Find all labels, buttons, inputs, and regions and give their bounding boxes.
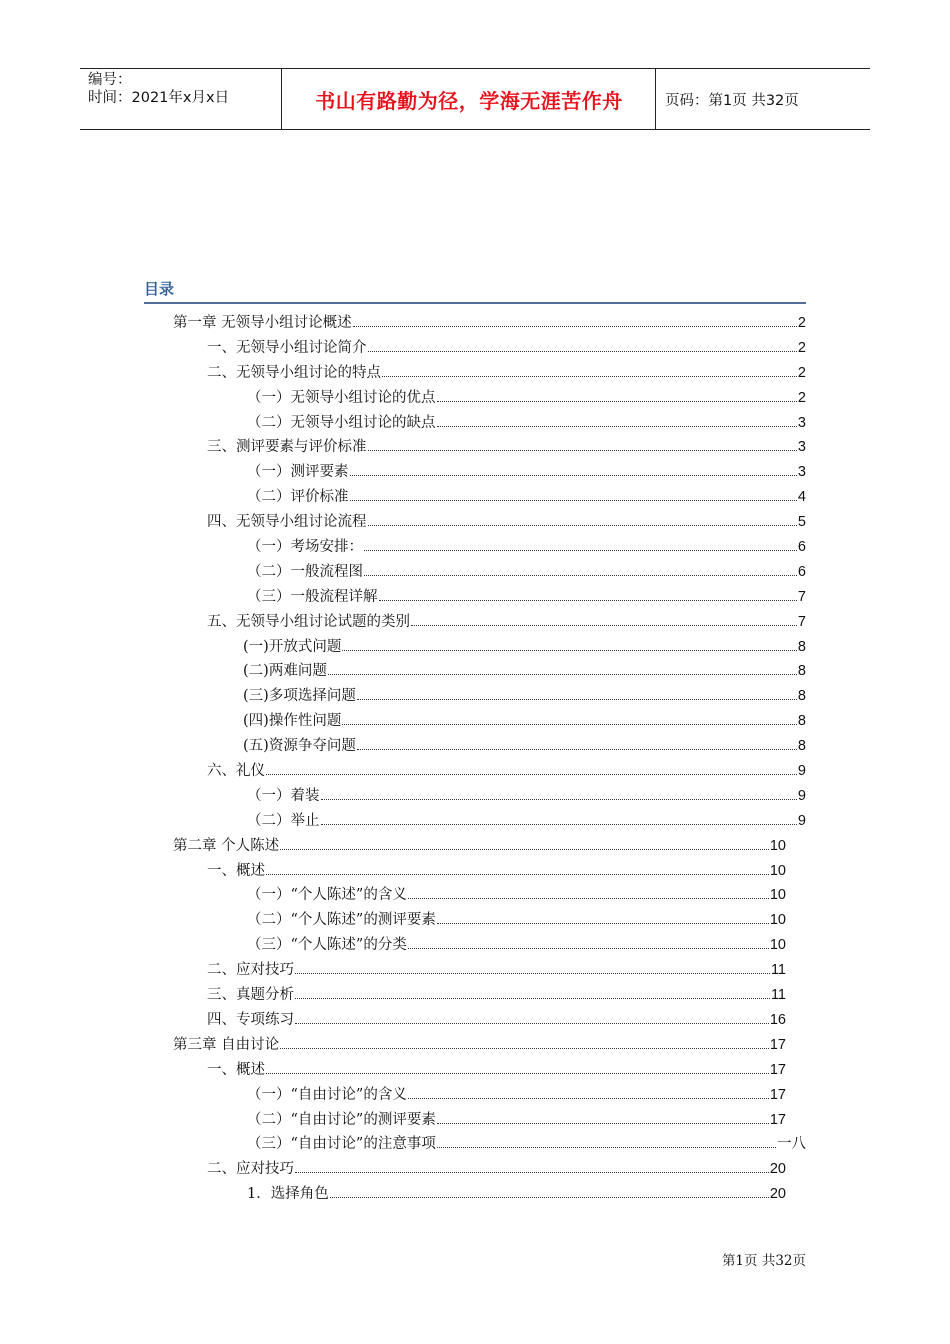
toc-entry-page: 3 (797, 439, 806, 456)
toc-entry-text: 一、概述 (207, 862, 265, 879)
toc-entry[interactable] (0, 485, 950, 510)
toc-entry-text: （三）一般流程详解 (247, 588, 378, 605)
toc-dot-leader (280, 1048, 769, 1049)
toc-entry[interactable] (0, 386, 950, 411)
toc-dot-leader (342, 724, 797, 725)
toc-entry-text: 第二章 个人陈述 (173, 837, 280, 854)
toc-entry-text: （二）评价标准 (247, 489, 349, 506)
page-footer: 第1页 共32页 (721, 1253, 806, 1269)
toc-entry-text: (四)操作性问题 (243, 713, 342, 730)
toc-entry-text: （一）“自由讨论”的含义 (247, 1086, 407, 1103)
toc-entry[interactable] (0, 784, 950, 809)
toc-entry-text: 四、专项练习 (207, 1011, 294, 1028)
toc-dot-leader (295, 998, 770, 999)
toc-entry-text: （一）测评要素 (247, 464, 349, 481)
toc-list (0, 311, 950, 1207)
toc-entry[interactable] (0, 635, 950, 660)
toc-dot-leader (437, 1123, 769, 1124)
toc-entry-page: 8 (797, 738, 806, 755)
toc-entry-page: 5 (797, 514, 806, 531)
page-header (80, 68, 870, 130)
toc-entry[interactable] (0, 1108, 950, 1133)
header-divider (655, 69, 656, 129)
toc-entry[interactable] (0, 411, 950, 436)
toc-dot-leader (295, 973, 770, 974)
toc-entry[interactable] (0, 759, 950, 784)
toc-entry[interactable] (0, 809, 950, 834)
toc-entry-page: 6 (797, 563, 806, 580)
toc-entry-text: 一、无领导小组讨论简介 (207, 339, 367, 356)
toc-entry-page: 11 (770, 962, 786, 979)
toc-entry-text: (二)两难问题 (243, 663, 327, 680)
toc-entry-page: 17 (769, 1086, 786, 1103)
toc-entry-text: （一）无领导小组讨论的优点 (247, 389, 436, 406)
toc-entry[interactable] (0, 883, 950, 908)
toc-entry[interactable] (0, 859, 950, 884)
toc-entry[interactable] (0, 1083, 950, 1108)
toc-entry-page: 8 (797, 688, 806, 705)
toc-entry-text: (五)资源争夺问题 (243, 738, 356, 755)
toc-entry[interactable] (0, 435, 950, 460)
toc-entry-page: 8 (797, 713, 806, 730)
toc-dot-leader (437, 401, 797, 402)
toc-dot-leader (321, 799, 797, 800)
toc-entry-page: 6 (797, 539, 806, 556)
toc-title: 目录 (144, 280, 175, 298)
toc-entry[interactable] (0, 535, 950, 560)
toc-dot-leader (350, 500, 797, 501)
toc-entry[interactable] (0, 983, 950, 1008)
toc-entry-text: 四、无领导小组讨论流程 (207, 514, 367, 531)
toc-entry[interactable] (0, 1008, 950, 1033)
toc-entry-page: 4 (797, 489, 806, 506)
toc-entry-text: 二、应对技巧 (207, 962, 294, 979)
toc-entry-text: （二）无领导小组讨论的缺点 (247, 414, 436, 431)
toc-entry[interactable] (0, 585, 950, 610)
toc-entry-page: 9 (797, 787, 806, 804)
toc-entry-text: （二）举止 (247, 812, 320, 829)
toc-dot-leader (437, 1147, 776, 1148)
toc-entry-page: 17 (769, 1061, 786, 1078)
toc-entry-page: 7 (797, 613, 806, 630)
toc-entry-page: 10 (769, 887, 786, 904)
toc-dot-leader (437, 923, 769, 924)
toc-entry-page: 10 (769, 937, 786, 954)
toc-dot-leader (368, 525, 797, 526)
toc-entry-text: 1．选择角色 (247, 1186, 329, 1203)
toc-entry-page: 10 (769, 837, 786, 854)
toc-entry-text: 一、概述 (207, 1061, 265, 1078)
toc-entry[interactable] (0, 610, 950, 635)
toc-entry[interactable] (0, 1182, 950, 1207)
toc-dot-leader (328, 674, 797, 675)
toc-entry-page: 2 (797, 364, 806, 381)
toc-entry-text: （三）“个人陈述”的分类 (247, 937, 407, 954)
toc-entry[interactable] (0, 908, 950, 933)
toc-entry-page: 20 (769, 1186, 786, 1203)
toc-entry-text: 二、无领导小组讨论的特点 (207, 364, 381, 381)
toc-dot-leader (364, 575, 797, 576)
toc-dot-leader (295, 1023, 769, 1024)
toc-entry-text: 第三章 自由讨论 (173, 1036, 280, 1053)
toc-entry-text: （二）一般流程图 (247, 563, 363, 580)
toc-entry[interactable] (0, 1132, 950, 1157)
toc-dot-leader (408, 948, 769, 949)
toc-entry-text: 三、测评要素与评价标准 (207, 439, 367, 456)
toc-entry[interactable] (0, 1157, 950, 1182)
toc-entry[interactable] (0, 311, 950, 336)
toc-entry-text: （一）“个人陈述”的含义 (247, 887, 407, 904)
toc-dot-leader (382, 376, 797, 377)
toc-entry[interactable] (0, 460, 950, 485)
toc-dot-leader (330, 1197, 769, 1198)
toc-dot-leader (437, 426, 797, 427)
toc-title-rule (144, 302, 806, 304)
toc-entry[interactable] (0, 709, 950, 734)
toc-entry-page: 10 (769, 912, 786, 929)
toc-dot-leader (368, 351, 797, 352)
toc-entry-page: 9 (797, 763, 806, 780)
toc-entry[interactable] (0, 684, 950, 709)
toc-dot-leader (350, 475, 797, 476)
toc-entry-page: 2 (797, 315, 806, 331)
toc-dot-leader (379, 600, 797, 601)
toc-entry[interactable] (0, 336, 950, 361)
toc-dot-leader (280, 849, 769, 850)
toc-entry[interactable] (0, 1033, 950, 1058)
toc-dot-leader (357, 749, 797, 750)
toc-entry-page: 3 (797, 414, 806, 431)
toc-entry[interactable] (0, 659, 950, 684)
toc-entry-text: (三)多项选择问题 (243, 688, 356, 705)
toc-entry-page: 7 (797, 588, 806, 605)
toc-entry-page: 17 (769, 1036, 786, 1053)
toc-dot-leader (411, 625, 797, 626)
toc-entry[interactable] (0, 1058, 950, 1083)
toc-entry-page: 17 (769, 1111, 786, 1128)
toc-entry[interactable] (0, 933, 950, 958)
header-page-info: 页码：第1页 共32页 (665, 92, 799, 109)
toc-entry[interactable] (0, 510, 950, 535)
date-label: 时间：2021年x月x日 (88, 90, 230, 106)
toc-dot-leader (408, 1098, 769, 1099)
toc-entry-page: 9 (797, 812, 806, 829)
toc-entry-page: 一八 (777, 1136, 806, 1153)
toc-entry-page: 16 (769, 1011, 786, 1028)
toc-dot-leader (368, 450, 797, 451)
toc-entry-page: 3 (797, 464, 806, 481)
toc-entry-text: （二）“自由讨论”的测评要素 (247, 1111, 436, 1128)
toc-dot-leader (266, 1073, 769, 1074)
toc-entry-text: 三、真题分析 (207, 987, 294, 1004)
serial-label: 编号： (88, 72, 132, 88)
toc-dot-leader (266, 774, 797, 775)
toc-entry-page: 20 (769, 1161, 786, 1178)
toc-entry[interactable] (0, 834, 950, 859)
toc-entry-text: （二）“个人陈述”的测评要素 (247, 912, 436, 929)
toc-entry-page: 2 (797, 339, 806, 356)
toc-entry-text: 二、应对技巧 (207, 1161, 294, 1178)
toc-entry-text: （一）着装 (247, 787, 320, 804)
toc-entry-text: (一)开放式问题 (243, 638, 342, 655)
toc-entry[interactable] (0, 361, 950, 386)
toc-dot-leader (364, 550, 797, 551)
toc-dot-leader (408, 898, 769, 899)
toc-entry-text: （三）“自由讨论”的注意事项 (247, 1136, 436, 1153)
toc-entry-text: 第一章 无领导小组讨论概述 (173, 315, 352, 331)
toc-entry-text: 五、无领导小组讨论试题的类别 (207, 613, 410, 630)
toc-entry-page: 11 (770, 987, 786, 1004)
toc-dot-leader (342, 650, 797, 651)
toc-entry-text: （一）考场安排： (247, 539, 363, 556)
toc-dot-leader (321, 824, 797, 825)
toc-dot-leader (295, 1172, 769, 1173)
toc-entry-page: 8 (797, 638, 806, 655)
toc-entry[interactable] (0, 560, 950, 585)
header-motto: 书山有路勤为径，学海无涯苦作舟 (315, 88, 623, 113)
toc-dot-leader (357, 699, 797, 700)
toc-entry-page: 10 (769, 862, 786, 879)
header-meta (88, 71, 283, 107)
toc-dot-leader (266, 874, 769, 875)
toc-entry-page: 8 (797, 663, 806, 680)
toc-entry[interactable] (0, 958, 950, 983)
toc-dot-leader (353, 326, 797, 327)
toc-entry-page: 2 (797, 389, 806, 406)
toc-entry-text: 六、礼仪 (207, 763, 265, 780)
toc-entry[interactable] (0, 734, 950, 759)
